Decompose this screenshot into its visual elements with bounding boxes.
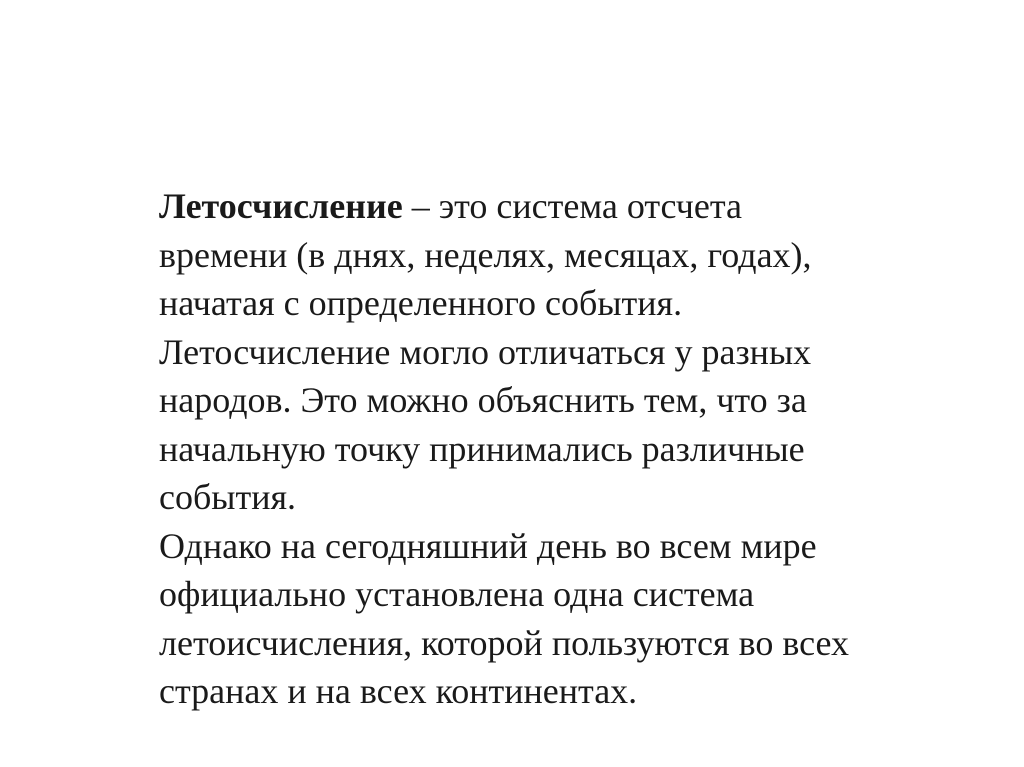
text-line-10: летоисчисления, которой пользуются во всех: [159, 622, 850, 663]
text-line-4: Летосчисление могло отличаться у разных: [159, 331, 812, 372]
text-line-6: начальную точку принимались различные: [159, 428, 805, 469]
definition-text-block: [159, 182, 959, 716]
text-line-1: [159, 182, 959, 231]
text-line-9: официально установлена одна система: [159, 574, 755, 614]
text-line-5: народов. Это можно объяснить тем, что за: [159, 380, 807, 420]
term-heading: Летосчисление: [159, 186, 403, 226]
text-line-3: начатая с определенного события.: [159, 283, 683, 323]
text-line-8: Однако на сегодняшний день во всем мире: [159, 525, 817, 566]
definition-intro: – это система отсчета: [402, 186, 743, 226]
text-line-11: странах и на всех континентах.: [159, 671, 638, 711]
text-line-7: события.: [159, 477, 297, 517]
text-line-2: времени (в днях, неделях, месяцах, годах),: [159, 234, 812, 275]
